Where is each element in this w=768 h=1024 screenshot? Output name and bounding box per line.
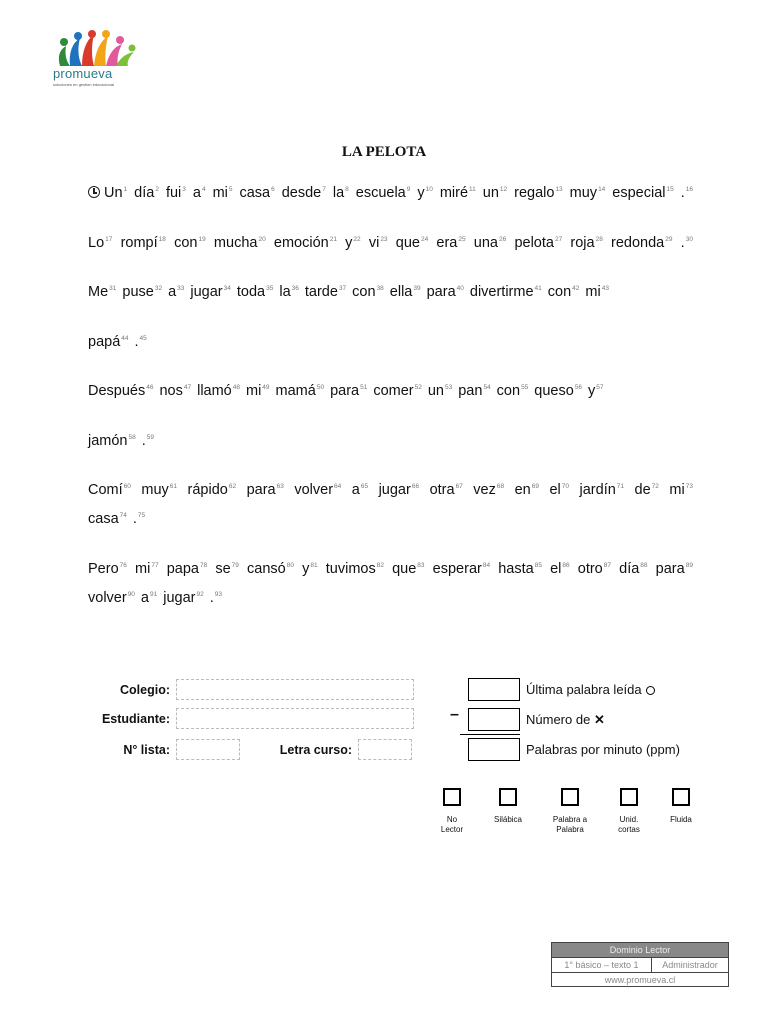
reading-word: que$^{83}$ bbox=[392, 561, 425, 577]
reading-word: Pero$^{76}$ bbox=[88, 561, 127, 577]
reading-word: con$^{42}$ bbox=[547, 284, 580, 300]
reading-word: $y^{81}$ bbox=[302, 561, 318, 577]
word-number: 31 bbox=[109, 285, 117, 292]
reading-word: $se^{79}$ bbox=[215, 561, 239, 577]
word-number: 18 bbox=[158, 236, 166, 243]
reading-word: roja$^{28}$ bbox=[570, 235, 603, 251]
reading-word: volver$^{90}$ bbox=[88, 590, 135, 606]
reading-word: tarde$^{37}$ bbox=[304, 284, 347, 300]
reading-word: $de^{72}$ bbox=[634, 482, 659, 498]
reading-word: regalo$^{13}$ bbox=[514, 185, 563, 201]
word-number: 22 bbox=[353, 236, 361, 243]
word-number: 87 bbox=[603, 562, 611, 569]
reading-word: otra$^{67}$ bbox=[429, 482, 463, 498]
word-number: 40 bbox=[456, 285, 464, 292]
reading-word: $la^8$ bbox=[332, 185, 349, 201]
reading-word: $el^{86}$ bbox=[550, 561, 570, 577]
reading-word: ella$^{39}$ bbox=[389, 284, 421, 300]
word-number: 88 bbox=[640, 562, 648, 569]
word-number: 70 bbox=[561, 483, 570, 490]
word-number: 37 bbox=[338, 285, 347, 292]
reading-word: comer$^{52}$ bbox=[373, 383, 422, 399]
reading-word: $la^{36}$ bbox=[279, 284, 299, 300]
reading-word: $a^4$ bbox=[192, 185, 206, 201]
word-number: 85 bbox=[534, 562, 542, 569]
word-number: 1 bbox=[123, 186, 128, 193]
word-number: 61 bbox=[169, 483, 178, 490]
reading-word: llamó$^{48}$ bbox=[197, 383, 240, 399]
reading-word: tuvimos$^{82}$ bbox=[325, 561, 384, 577]
reading-word: .$^{75}$ bbox=[132, 511, 146, 527]
word-number: 55 bbox=[521, 384, 529, 391]
reading-word: puse$^{32}$ bbox=[122, 284, 163, 300]
word-number: 47 bbox=[183, 384, 192, 391]
reading-word: era$^{25}$ bbox=[436, 235, 466, 251]
word-number: 72 bbox=[651, 483, 659, 490]
reading-word: otro$^{87}$ bbox=[577, 561, 611, 577]
word-number: 28 bbox=[595, 236, 603, 243]
word-number: 58 bbox=[128, 434, 136, 441]
word-number: 62 bbox=[228, 483, 237, 490]
word-number: 45 bbox=[139, 335, 147, 342]
word-number: 12 bbox=[499, 186, 508, 193]
subtraction-rule bbox=[460, 734, 520, 735]
word-number: 38 bbox=[376, 285, 384, 292]
label-no-lector: No Lector bbox=[440, 815, 464, 834]
reading-word: .$^{30}$ bbox=[680, 235, 693, 251]
word-number: 54 bbox=[483, 384, 491, 391]
reading-word: jugar$^{34}$ bbox=[190, 284, 231, 300]
reading-word: con$^{19}$ bbox=[174, 235, 206, 251]
word-number: 92 bbox=[196, 591, 204, 598]
reading-word: con$^{38}$ bbox=[352, 284, 384, 300]
word-number: 23 bbox=[380, 236, 388, 243]
word-number: 84 bbox=[482, 562, 491, 569]
reading-word: .$^{45}$ bbox=[134, 334, 147, 350]
reading-word: jardín$^{71}$ bbox=[579, 482, 625, 498]
logo-figures bbox=[59, 30, 136, 66]
word-number: 56 bbox=[574, 384, 583, 391]
word-number: 79 bbox=[231, 562, 239, 569]
reading-word: pan$^{54}$ bbox=[458, 383, 491, 399]
reading-word: Lo$^{17}$ bbox=[88, 235, 113, 251]
reading-title: LA PELOTA bbox=[341, 144, 427, 160]
word-number: 64 bbox=[334, 483, 342, 490]
ultima-palabra-box[interactable] bbox=[468, 678, 520, 701]
minus-sign: – bbox=[450, 706, 459, 723]
reading-word: escuela$^9$ bbox=[355, 185, 411, 201]
reading-word: queso$^{56}$ bbox=[534, 383, 583, 399]
reading-word: para$^{40}$ bbox=[426, 284, 464, 300]
ppm-label: Palabras por minuto (ppm) bbox=[526, 742, 680, 757]
label-silabica: Silábica bbox=[493, 815, 522, 824]
reading-word: .$^{16}$ bbox=[680, 185, 693, 201]
word-number: 24 bbox=[420, 236, 429, 243]
checkbox-no-lector[interactable] bbox=[443, 788, 461, 806]
reading-word: hasta$^{85}$ bbox=[498, 561, 542, 577]
reading-word: Después$^{46}$ bbox=[88, 383, 154, 399]
word-number: 75 bbox=[137, 512, 146, 519]
word-number: 15 bbox=[666, 186, 674, 193]
reading-word: $un^{53}$ bbox=[427, 383, 453, 399]
word-number: 57 bbox=[596, 384, 604, 391]
checkbox-silabica[interactable] bbox=[499, 788, 517, 806]
reading-line bbox=[88, 334, 693, 350]
word-number: 80 bbox=[286, 562, 294, 569]
word-number: 73 bbox=[685, 483, 693, 490]
word-number: 14 bbox=[598, 186, 606, 193]
label-fluida: Fluida bbox=[670, 815, 692, 824]
reading-word: mamá$^{50}$ bbox=[275, 383, 325, 399]
stamp-level: 1° básico – texto 1 bbox=[552, 957, 652, 972]
reading-line bbox=[88, 235, 693, 251]
word-number: 81 bbox=[310, 562, 318, 569]
reading-word: vez$^{68}$ bbox=[473, 482, 505, 498]
reading-word: $mi^{73}$ bbox=[669, 482, 693, 498]
word-number: 33 bbox=[177, 285, 185, 292]
word-number: 53 bbox=[445, 384, 453, 391]
reading-word: con$^{55}$ bbox=[496, 383, 529, 399]
reading-word: $y^{57}$ bbox=[588, 383, 604, 399]
reading-word: toda$^{35}$ bbox=[236, 284, 274, 300]
reading-word: jugar$^{66}$ bbox=[378, 482, 420, 498]
word-number: 51 bbox=[360, 384, 368, 391]
reading-word: papa$^{78}$ bbox=[166, 561, 208, 577]
footer-stamp bbox=[551, 942, 729, 987]
reading-word: desde$^7$ bbox=[281, 185, 326, 201]
circle-symbol-icon bbox=[646, 686, 655, 695]
colegio-label: Colegio: bbox=[120, 683, 170, 697]
word-number: 41 bbox=[534, 285, 542, 292]
reading-word: $el^{70}$ bbox=[549, 482, 570, 498]
word-number: 3 bbox=[182, 186, 186, 193]
reading-word: .$^{93}$ bbox=[209, 590, 222, 606]
word-number: 83 bbox=[417, 562, 425, 569]
word-number: 76 bbox=[119, 562, 127, 569]
checkbox-unid-cortas[interactable] bbox=[620, 788, 638, 806]
word-number: 11 bbox=[469, 186, 476, 193]
word-number: 86 bbox=[562, 562, 570, 569]
reading-word: casa$^6$ bbox=[239, 185, 275, 201]
reading-word: $mi^{49}$ bbox=[245, 383, 270, 399]
ppm-box[interactable] bbox=[468, 738, 520, 761]
reading-word: jugar$^{92}$ bbox=[163, 590, 204, 606]
cross-symbol-icon: ✕ bbox=[593, 712, 605, 727]
reading-word: $mi^5$ bbox=[212, 185, 233, 201]
word-number: 19 bbox=[198, 236, 206, 243]
word-number: 49 bbox=[262, 384, 270, 391]
word-number: 35 bbox=[266, 285, 274, 292]
reading-word: pelota$^{27}$ bbox=[514, 235, 563, 251]
letra-curso-field[interactable] bbox=[358, 739, 412, 760]
reading-word: miré$^{11}$ bbox=[439, 185, 476, 201]
word-number: 44 bbox=[121, 335, 129, 342]
nlista-field[interactable] bbox=[176, 739, 240, 760]
clock-icon bbox=[88, 186, 100, 198]
reading-line bbox=[88, 482, 693, 498]
word-number: 65 bbox=[360, 483, 369, 490]
reading-line bbox=[88, 284, 693, 300]
reading-word: $mi^{43}$ bbox=[585, 284, 609, 300]
logo-tagline: soluciones en gestión educacional bbox=[53, 82, 114, 87]
reading-word: rompí$^{18}$ bbox=[120, 235, 166, 251]
estudiante-label: Estudiante: bbox=[101, 712, 170, 726]
checkbox-palabra-a-palabra[interactable] bbox=[561, 788, 579, 806]
word-number: 89 bbox=[685, 562, 693, 569]
word-number: 5 bbox=[228, 186, 233, 193]
reading-word: especial$^{15}$ bbox=[612, 185, 674, 201]
letra-curso-label: Letra curso: bbox=[279, 743, 352, 757]
word-number: 21 bbox=[329, 236, 337, 243]
reading-word: que$^{24}$ bbox=[395, 235, 429, 251]
reading-word: para$^{51}$ bbox=[330, 383, 368, 399]
reading-word: papá$^{44}$ bbox=[88, 334, 129, 350]
reading-word: $a^{33}$ bbox=[168, 284, 185, 300]
label-palabra-a-palabra: Palabra a Palabra bbox=[552, 815, 588, 834]
word-number: 26 bbox=[499, 236, 507, 243]
label-unid-cortas: Unid. cortas bbox=[618, 815, 640, 834]
reading-word: Me$^{31}$ bbox=[88, 284, 117, 300]
word-number: 17 bbox=[105, 236, 113, 243]
word-number: 90 bbox=[127, 591, 135, 598]
word-number: 16 bbox=[685, 186, 693, 193]
word-number: 10 bbox=[425, 186, 433, 193]
reading-word: para$^{63}$ bbox=[246, 482, 284, 498]
word-number: 4 bbox=[201, 186, 206, 193]
word-number: 67 bbox=[455, 483, 463, 490]
reading-word: casa$^{74}$ bbox=[88, 511, 127, 527]
stamp-role: Administrador bbox=[652, 957, 728, 972]
nlista-label: N° lista: bbox=[123, 743, 170, 757]
reading-line bbox=[88, 383, 693, 399]
colegio-field[interactable] bbox=[176, 679, 414, 700]
numero-errores-box[interactable] bbox=[468, 708, 520, 731]
word-number: 59 bbox=[146, 434, 154, 441]
reading-word: $mi^{77}$ bbox=[135, 561, 159, 577]
reading-word: $y^{22}$ bbox=[345, 235, 361, 251]
word-number: 8 bbox=[345, 186, 349, 193]
word-number: 77 bbox=[151, 562, 159, 569]
reading-line bbox=[88, 185, 693, 201]
word-number: 46 bbox=[146, 384, 154, 391]
word-number: 20 bbox=[258, 236, 266, 243]
word-number: 69 bbox=[531, 483, 539, 490]
reading-word: redonda$^{29}$ bbox=[611, 235, 673, 251]
word-number: 30 bbox=[685, 236, 693, 243]
reading-word: emoción$^{21}$ bbox=[273, 235, 337, 251]
reading-line bbox=[88, 511, 693, 527]
reading-word: muy$^{61}$ bbox=[141, 482, 178, 498]
reading-word: $y^{10}$ bbox=[417, 185, 433, 201]
stamp-header: Dominio Lector bbox=[552, 943, 728, 957]
reading-word: día$^2$ bbox=[134, 185, 159, 201]
reading-word: para$^{89}$ bbox=[655, 561, 693, 577]
reading-word: $un^{12}$ bbox=[482, 185, 508, 201]
word-number: 6 bbox=[271, 186, 275, 193]
word-number: 42 bbox=[572, 285, 580, 292]
word-number: 50 bbox=[316, 384, 325, 391]
reading-word: mucha$^{20}$ bbox=[213, 235, 266, 251]
word-number: 66 bbox=[411, 483, 420, 490]
word-number: 2 bbox=[155, 186, 159, 193]
word-number: 36 bbox=[291, 285, 299, 292]
reading-word: Comí$^{60}$ bbox=[88, 482, 131, 498]
word-number: 7 bbox=[322, 186, 326, 193]
word-number: 29 bbox=[665, 236, 673, 243]
reading-word: $en^{69}$ bbox=[514, 482, 539, 498]
reading-word: divertirme$^{41}$ bbox=[469, 284, 542, 300]
stamp-url: www.promueva.cl bbox=[552, 972, 728, 987]
reading-word: $vi^{23}$ bbox=[368, 235, 388, 251]
reading-word: muy$^{14}$ bbox=[569, 185, 606, 201]
reading-word: volver$^{64}$ bbox=[294, 482, 342, 498]
word-number: 9 bbox=[406, 186, 411, 193]
word-number: 91 bbox=[150, 591, 158, 598]
checkbox-fluida[interactable] bbox=[672, 788, 690, 806]
estudiante-field[interactable] bbox=[176, 708, 414, 729]
reading-line bbox=[88, 561, 693, 577]
reading-line bbox=[88, 433, 693, 449]
word-number: 74 bbox=[119, 512, 127, 519]
reading-word: una$^{26}$ bbox=[473, 235, 507, 251]
word-number: 60 bbox=[123, 483, 131, 490]
word-number: 43 bbox=[601, 285, 609, 292]
word-number: 39 bbox=[413, 285, 421, 292]
reading-word: esperar$^{84}$ bbox=[432, 561, 491, 577]
reading-word: $a^{91}$ bbox=[140, 590, 158, 606]
reading-word: $a^{65}$ bbox=[351, 482, 369, 498]
word-number: 82 bbox=[376, 562, 384, 569]
ultima-palabra-label: Última palabra leída bbox=[526, 682, 655, 697]
reading-word: fui$^3$ bbox=[165, 185, 186, 201]
word-number: 68 bbox=[496, 483, 505, 490]
word-number: 34 bbox=[223, 285, 231, 292]
word-number: 13 bbox=[555, 186, 563, 193]
reading-word: rápido$^{62}$ bbox=[187, 482, 237, 498]
reading-word: jamón$^{58}$ bbox=[88, 433, 136, 449]
logo-brand-text: promueva bbox=[53, 66, 113, 81]
word-number: 93 bbox=[214, 591, 222, 598]
reading-word: .$^{59}$ bbox=[141, 433, 154, 449]
reading-word: nos$^{47}$ bbox=[159, 383, 192, 399]
word-number: 32 bbox=[154, 285, 163, 292]
word-number: 63 bbox=[276, 483, 284, 490]
word-number: 27 bbox=[554, 236, 563, 243]
word-number: 25 bbox=[458, 236, 466, 243]
reading-line bbox=[88, 590, 693, 606]
word-number: 52 bbox=[414, 384, 422, 391]
numero-errores-label: Número de ✕ bbox=[526, 712, 605, 727]
reading-word: día$^{88}$ bbox=[619, 561, 648, 577]
word-number: 71 bbox=[616, 483, 625, 490]
word-number: 48 bbox=[232, 384, 240, 391]
reading-word: cansó$^{80}$ bbox=[247, 561, 294, 577]
reading-word: Un$^1$ bbox=[88, 185, 127, 201]
word-number: 78 bbox=[199, 562, 208, 569]
